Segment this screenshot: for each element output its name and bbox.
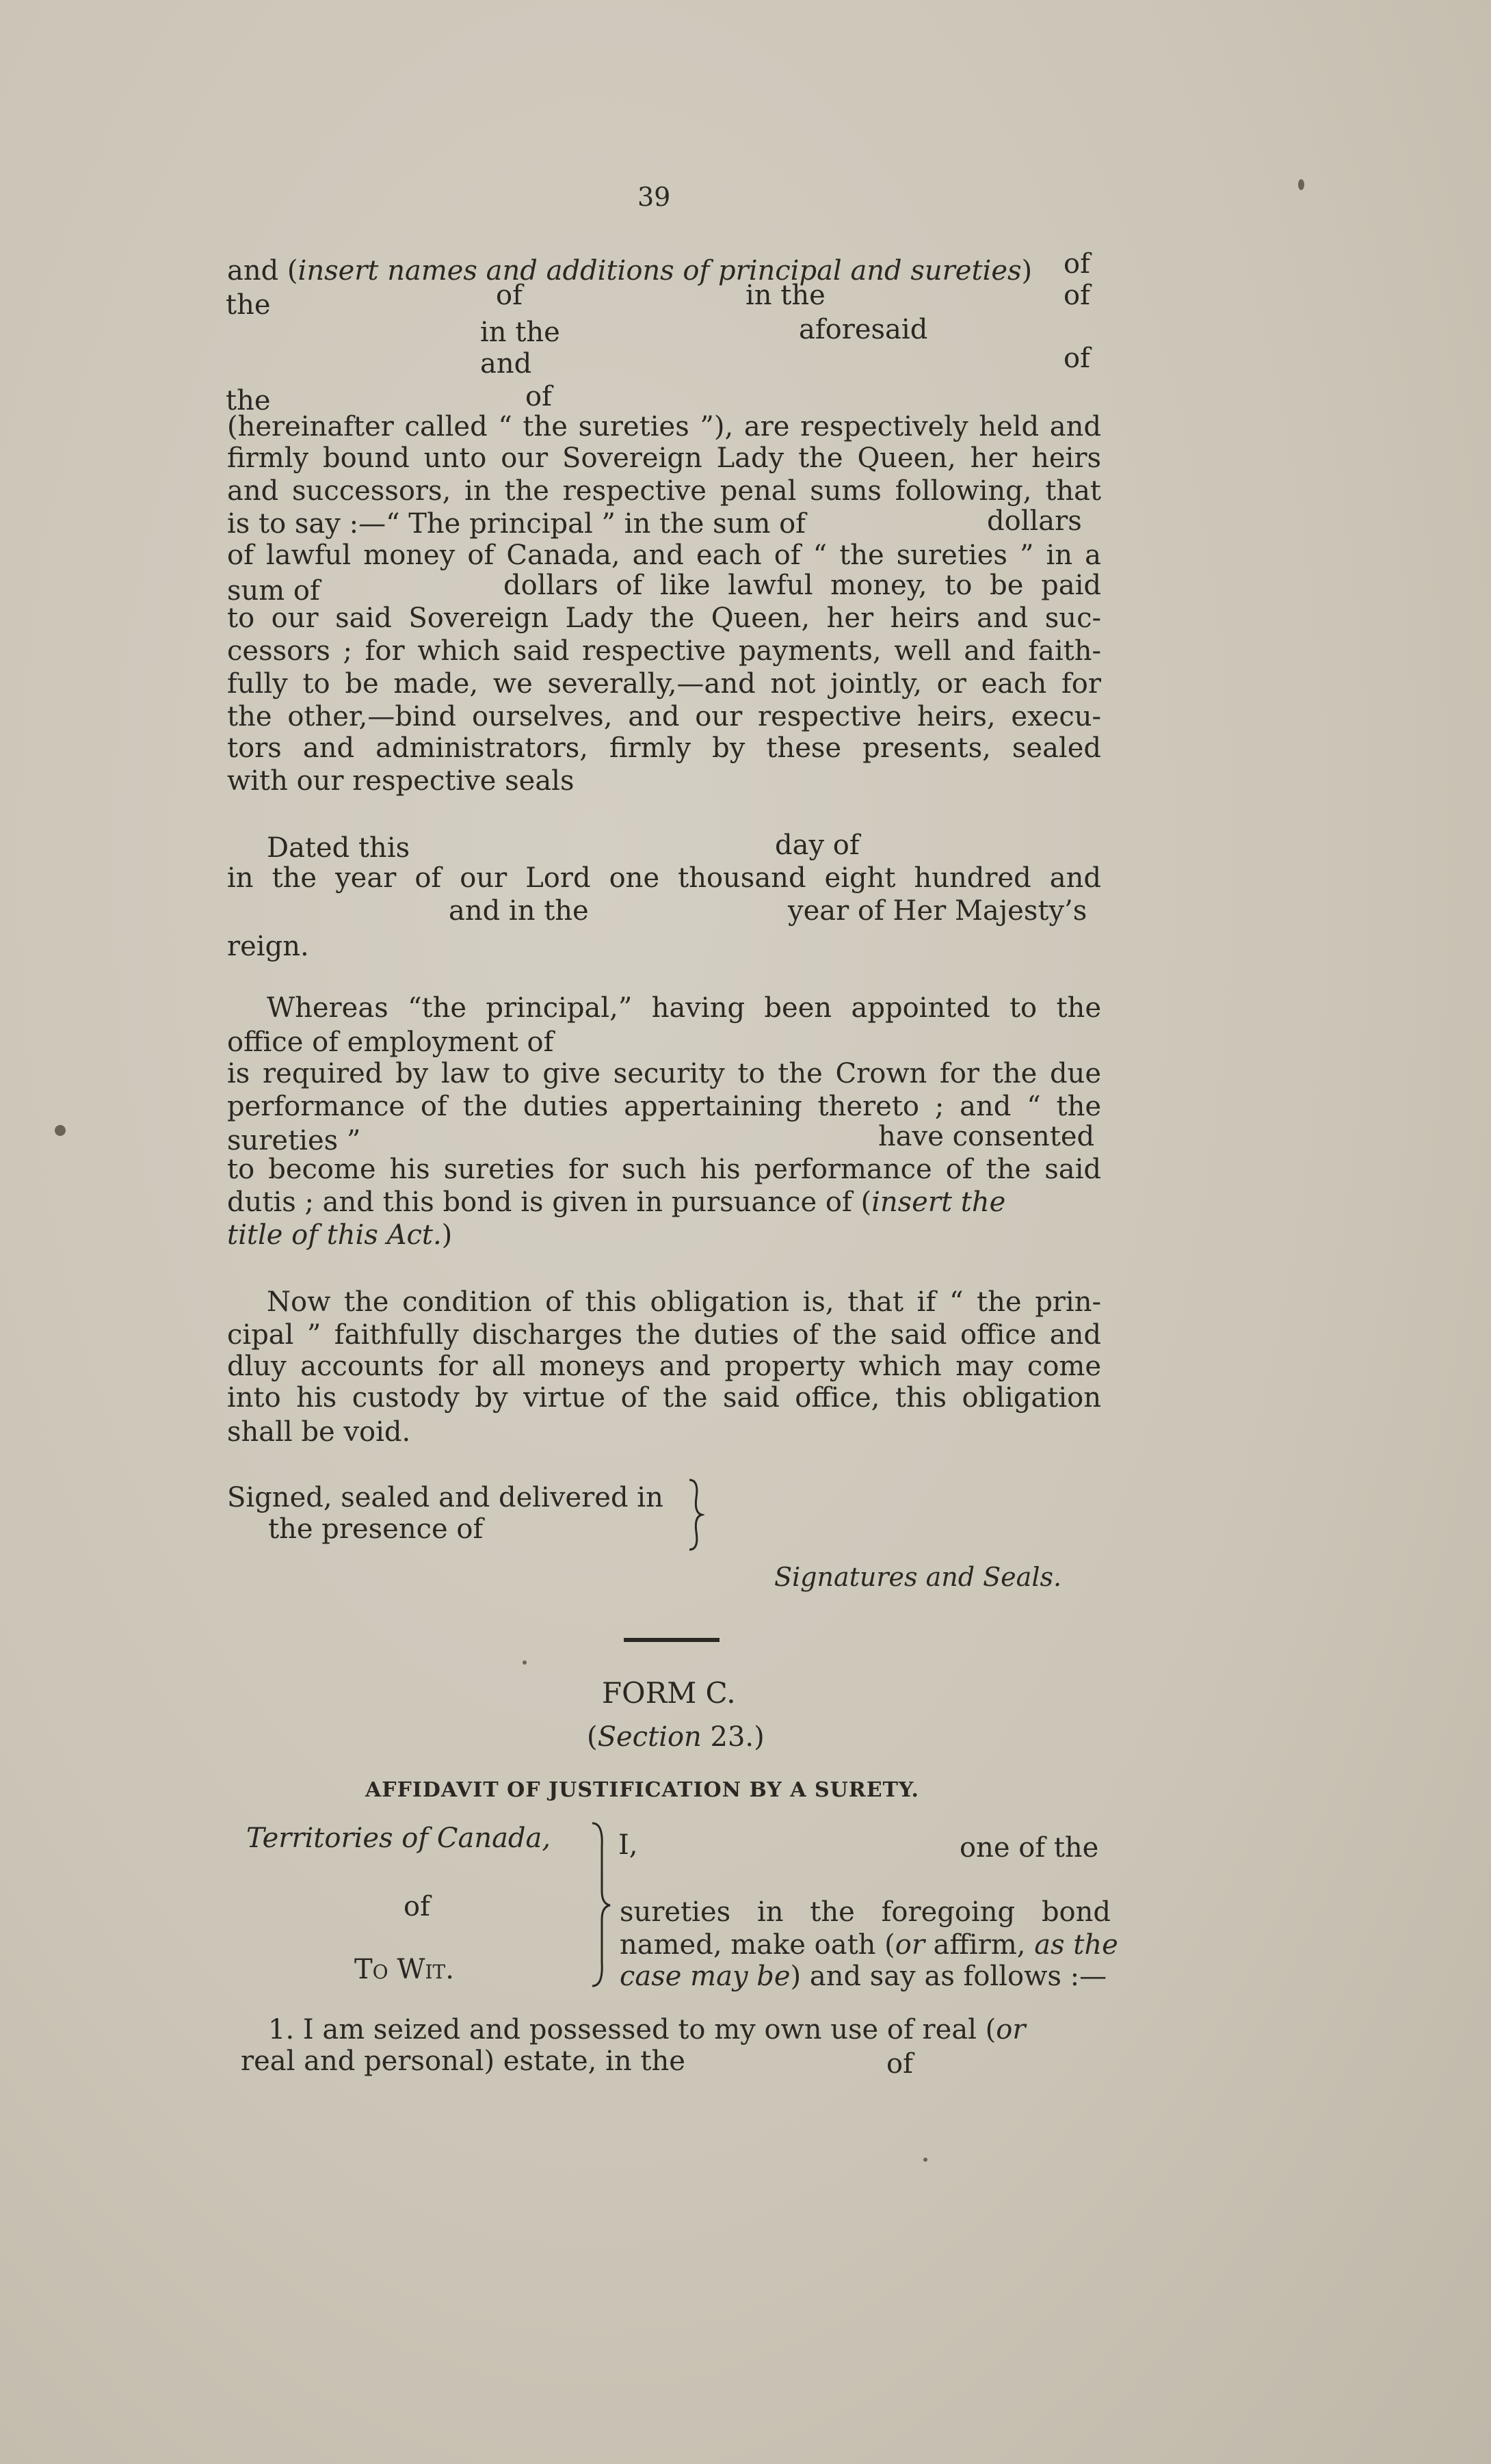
bond-line-16: tors and administrators, firmly by these presents, sealed [227, 732, 1101, 764]
bond-line-13: cessors ; for which said respective payments, well and faith- [227, 635, 1101, 667]
bond-line-2-in-the: in the [746, 280, 826, 311]
whereas-line-8 [227, 1219, 452, 1251]
condition-line-1: Now the condition of this obligation is, that if “ the prin- [267, 1286, 1101, 1318]
form-c-title: FORM C. [602, 1676, 736, 1710]
venue-brace [588, 1819, 613, 1990]
bond-line-3-aforesaid: aforesaid [799, 314, 928, 345]
bond-line-9-dollars: dollars [987, 505, 1082, 537]
whereas-line-6: to become his sureties for such his performance of the said [227, 1154, 1101, 1185]
whereas-line-8-b: ) [441, 1219, 453, 1251]
para-1-line-2-a: real and personal) estate, in the [241, 2045, 685, 2077]
paper-speck [923, 2158, 927, 2162]
oath-line-3 [620, 1929, 1118, 1961]
bond-line-2-of-right: of [1064, 280, 1090, 311]
whereas-line-7-italic: insert the [871, 1187, 1006, 1218]
bond-line-15: the other,—bind ourselves, and our respective heirs, execu- [227, 701, 1101, 732]
whereas-line-2: office of employment of [227, 1026, 554, 1058]
bond-line-2-the: the [226, 289, 271, 321]
oath-line-4-b: ) and say as follows :— [790, 1961, 1107, 1992]
para-1-line-2-of: of [886, 2048, 913, 2080]
whereas-line-1: Whereas “the principal,” having been appointed to the [267, 992, 1101, 1024]
signed-line-1: Signed, sealed and delivered in [227, 1482, 663, 1513]
oath-i: I, [618, 1829, 638, 1861]
bond-line-1 [227, 254, 1032, 287]
bond-line-5-the: the [226, 385, 271, 416]
condition-line-4: into his custody by virtue of the said office, this obligation [227, 1382, 1101, 1414]
oath-line-4-italic: case may be [620, 1961, 791, 1992]
oath-sureties: sureties in the foregoing bond [620, 1896, 1111, 1928]
form-c-section [587, 1721, 765, 1753]
condition-line-3: dluy accounts for all moneys and property which may come [227, 1351, 1101, 1382]
bond-line-11-b: dollars of like lawful money, to be paid [503, 570, 1101, 601]
section-divider [624, 1638, 720, 1642]
dated-line-2: in the year of our Lord one thousand eight hundred and [227, 862, 1101, 894]
form-c-heading: AFFIDAVIT OF JUSTIFICATION BY A SURETY. [365, 1778, 919, 1802]
para-1-line-1-or: or [996, 2014, 1026, 2045]
bond-line-17: with our respective seals [227, 765, 575, 797]
dated-reign: reign. [227, 931, 309, 962]
bond-line-14: fully to be made, we severally,—and not jointly, or each for [227, 668, 1101, 700]
bond-line-11-sum-of: sum of [227, 575, 320, 607]
venue-of: of [404, 1891, 430, 1922]
bond-line-8: and successors, in the respective penal sums following, that [227, 475, 1101, 507]
bond-line-4-of: of [1064, 343, 1090, 374]
condition-line-5: shall be void. [227, 1416, 411, 1448]
dated-day-of: day of [775, 830, 860, 861]
signed-brace [687, 1477, 704, 1552]
form-c-section-number: 23.) [701, 1721, 765, 1753]
page-number: 39 [637, 182, 671, 212]
oath-one-of-the: one of the [960, 1832, 1099, 1864]
bond-line-6: (hereinafter called “ the sureties ”), are respectively held and [227, 411, 1101, 442]
oath-line-3-or: or [895, 1929, 925, 1961]
whereas-line-7-a: dutis ; and this bond is given in pursuance of ( [227, 1187, 872, 1218]
bond-line-10: of lawful money of Canada, and each of “ the sureties ” in a [227, 540, 1101, 571]
bond-line-5-of: of [525, 381, 552, 412]
dated-this: Dated this [267, 832, 410, 864]
bond-line-1-of: of [1064, 248, 1090, 280]
bond-line-1-a: and ( [227, 255, 298, 287]
bond-line-7: firmly bound unto our Sovereign Lady the Queen, her heirs [227, 442, 1101, 474]
para-1-line-1 [268, 2013, 1025, 2046]
bond-line-4-and: and [480, 348, 532, 380]
dated-year-majesty: year of Her Majesty’s [788, 895, 1087, 927]
form-c-section-label: Section [597, 1721, 702, 1753]
whereas-line-3: is required by law to give security to the Crown for the due [227, 1058, 1101, 1089]
condition-line-2: cipal ” faithfully discharges the duties of the said office and [227, 1319, 1101, 1351]
form-c-section-open: ( [587, 1721, 598, 1753]
bond-line-3-in-the: in the [480, 317, 560, 348]
paper-speck [55, 1125, 66, 1136]
dated-and-in-the: and in the [449, 895, 589, 927]
whereas-line-5-sureties: sureties ” [227, 1125, 361, 1156]
venue-to-wit: To Wit. [354, 1954, 454, 1985]
whereas-line-8-italic: title of this Act. [227, 1219, 442, 1251]
venue-territories: Territories of Canada, [246, 1823, 551, 1854]
bond-instruction-italic: insert names and additions of principal and sureties [298, 255, 1022, 287]
whereas-line-4: performance of the duties appertaining thereto ; and “ the [227, 1091, 1101, 1122]
para-1-line-1-a: 1. I am seized and possessed to my own use of real ( [268, 2014, 997, 2045]
signed-line-2: the presence of [268, 1513, 484, 1545]
whereas-line-7 [227, 1186, 1101, 1219]
bond-line-2-of: of [496, 280, 523, 311]
bond-line-1-c: ) [1021, 255, 1033, 287]
bond-line-12: to our said Sovereign Lady the Queen, her heirs and suc- [227, 602, 1101, 634]
whereas-line-5-consented: have consented [878, 1121, 1095, 1152]
oath-line-3-a: named, make oath ( [620, 1929, 895, 1961]
signatures-and-seals: Signatures and Seals. [774, 1562, 1062, 1592]
paper-speck [1298, 179, 1304, 190]
oath-line-3-affirm: affirm, [924, 1929, 1035, 1961]
oath-line-3-as-the: as the [1034, 1929, 1118, 1961]
paper-speck [523, 1660, 527, 1665]
bond-line-9-a: is to say :—“ The principal ” in the sum of [227, 508, 806, 540]
oath-line-4 [620, 1960, 1107, 1993]
